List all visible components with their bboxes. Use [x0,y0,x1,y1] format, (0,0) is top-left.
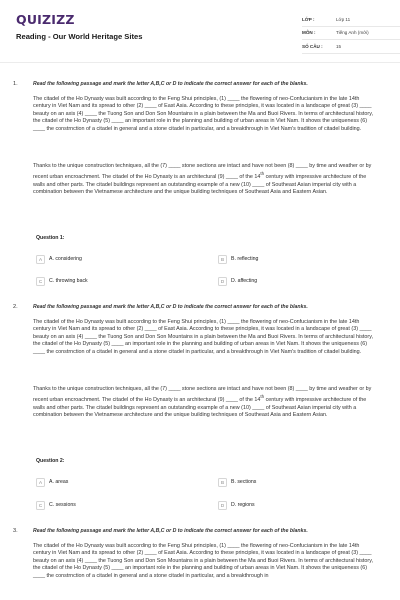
option-text: A. considering [49,256,82,262]
passage-text: century with impressive architecture of the walls and other parts. The citadel buildings represent an outstanding example of a new (10) ____ of Southeast Asian imperial city with a combination between the Vietnamese architecture and the unique building techniques of Southeast Asia and Eastern Asian. [33,174,367,196]
option-letter-badge: B [218,478,227,487]
passage-superscript: th [260,171,265,177]
page-title: Reading - Our World Heritage Sites [16,32,143,41]
quizizz-logo: QUIZIZZ [16,12,75,27]
option-letter-badge: B [218,255,227,264]
question-label: Question 1: [36,235,65,241]
option-text: B. sections [231,479,257,485]
question-number: 1. [13,81,18,87]
option-letter-badge: D [218,277,227,286]
option-text: B. reflecting [231,256,259,262]
answer-option-b[interactable] [218,477,256,487]
option-letter-badge: C [36,501,45,510]
passage-superscript: th [260,394,265,400]
answer-option-d[interactable] [218,276,257,286]
reading-passage-paragraph-2 [33,163,373,196]
question-label: Question 2: [36,458,65,464]
meta-label: MÔN : [302,30,316,36]
answer-option-c[interactable] [36,500,76,510]
passage-text: Thanks to the unique construction techniques, all the (7) ____ stone sections are intact and have not been (8) ____ by time and weather or by recent urban encroachment. The citadel of the Ho Dynasty is an architectural (9) ____ of the 14 [33,386,372,404]
meta-row-count [302,40,400,54]
metadata-panel [302,13,400,54]
reading-passage-paragraph-2 [33,386,373,419]
reading-passage-paragraph-1: The citadel of the Ho Dynasty was built according to the Feng Shui principles, (1) ____ the flowering of neo-Confucianism in the late 14th century in Viet Nam and its spread to other (2) ____ of East Asia. According to these principles, it was located in a landscape of great (3) ____ beauty on an axis (4) ____ the Tuong Son and Don Son Mountains in a plain between the Ma and Buoi Rivers. In terms of architectural history, the citadel of the Ho Dynasty (5) ____ an important role in the planning and building of urban areas in Viet Nam. It shows the uniqueness (6) ____ the constrnction of a citadel in general and a stone citadel in particular, and a breakthrough in Viet Nam's tradition of citadel building. [33,96,374,132]
answer-option-c[interactable] [36,276,88,286]
option-text: C. throwing back [49,278,88,284]
meta-label: SỐ CÂU : [302,43,323,49]
option-letter-badge: A [36,255,45,264]
answer-option-b[interactable] [218,254,258,264]
question-instruction: Read the following passage and mark the letter A,B,C or D to indicate the correct answer for each of the blanks. [33,81,308,87]
option-text: D. affecting [231,278,258,284]
option-letter-badge: C [36,277,45,286]
reading-passage-paragraph-1: The citadel of the Ho Dynasty was built according to the Feng Shui principles, (1) ____ the flowering of neo-Confucianism in the late 14th century in Viet Nam and its spread to other (2) ____ of East Asia. According to these principles, it was located in a landscape of great (3) ____ beauty on an axis (4) ____ the Tuong Son and Don Son Mountains in a plain between the Ma and Buoi Rivers. In terms of architectural history, the citadel of the Ho Dynasty (5) ____ an important role in the planning and building of urban areas in Viet Nam. It shows the uniqueness (6) ____ the constrnction of a citadel in general and a stone citadel in particular, and a breakthrough in [33,543,374,579]
question-number: 3. [13,528,18,534]
question-number: 2. [13,304,18,310]
header-divider [0,62,400,63]
question-instruction: Read the following passage and mark the letter A,B,C or D to indicate the correct answer for each of the blanks. [33,528,308,534]
meta-value: 15 [336,43,342,49]
answer-option-a[interactable] [36,254,82,264]
meta-value: Lớp 11 [336,16,351,22]
question-instruction: Read the following passage and mark the letter A,B,C or D to indicate the correct answer for each of the blanks. [33,304,308,310]
reading-passage-paragraph-1: The citadel of the Ho Dynasty was built according to the Feng Shui principles, (1) ____ the flowering of neo-Confucianism in the late 14th century in Viet Nam and its spread to other (2) ____ of East Asia. According to these principles, it was located in a landscape of great (3) ____ beauty on an axis (4) ____ the Tuong Son and Don Son Mountains in a plain between the Ma and Buoi Rivers. In terms of architectural history, the citadel of the Ho Dynasty (5) ____ an important role in the planning and building of urban areas in Viet Nam. It shows the uniqueness (6) ____ the constrnction of a citadel in general and a stone citadel in particular, and a breakthrough in Viet Nam's tradition of citadel building. [33,319,374,355]
meta-row-class [302,13,400,27]
option-letter-badge: A [36,478,45,487]
answer-option-d[interactable] [218,500,255,510]
option-text: C. sessions [49,502,76,508]
option-text: D. regions [231,502,255,508]
option-letter-badge: D [218,501,227,510]
passage-text: century with impressive architecture of the walls and other parts. The citadel buildings represent an outstanding example of a new (10) ____ of Southeast Asian imperial city with a combination between the Vietnamese architecture and the unique building techniques of Southeast Asia and Eastern Asian. [33,397,367,419]
passage-text: Thanks to the unique construction techniques, all the (7) ____ stone sections are intact and have not been (8) ____ by time and weather or by recent urban encroachment. The citadel of the Ho Dynasty is an architectural (9) ____ of the 14 [33,163,372,181]
meta-label: LỚP : [302,16,315,22]
option-text: A. areas [49,479,69,485]
meta-value: Tiếng Anh (mới) [336,30,369,36]
meta-row-subject [302,27,400,41]
answer-option-a[interactable] [36,477,68,487]
page-header [0,0,400,62]
